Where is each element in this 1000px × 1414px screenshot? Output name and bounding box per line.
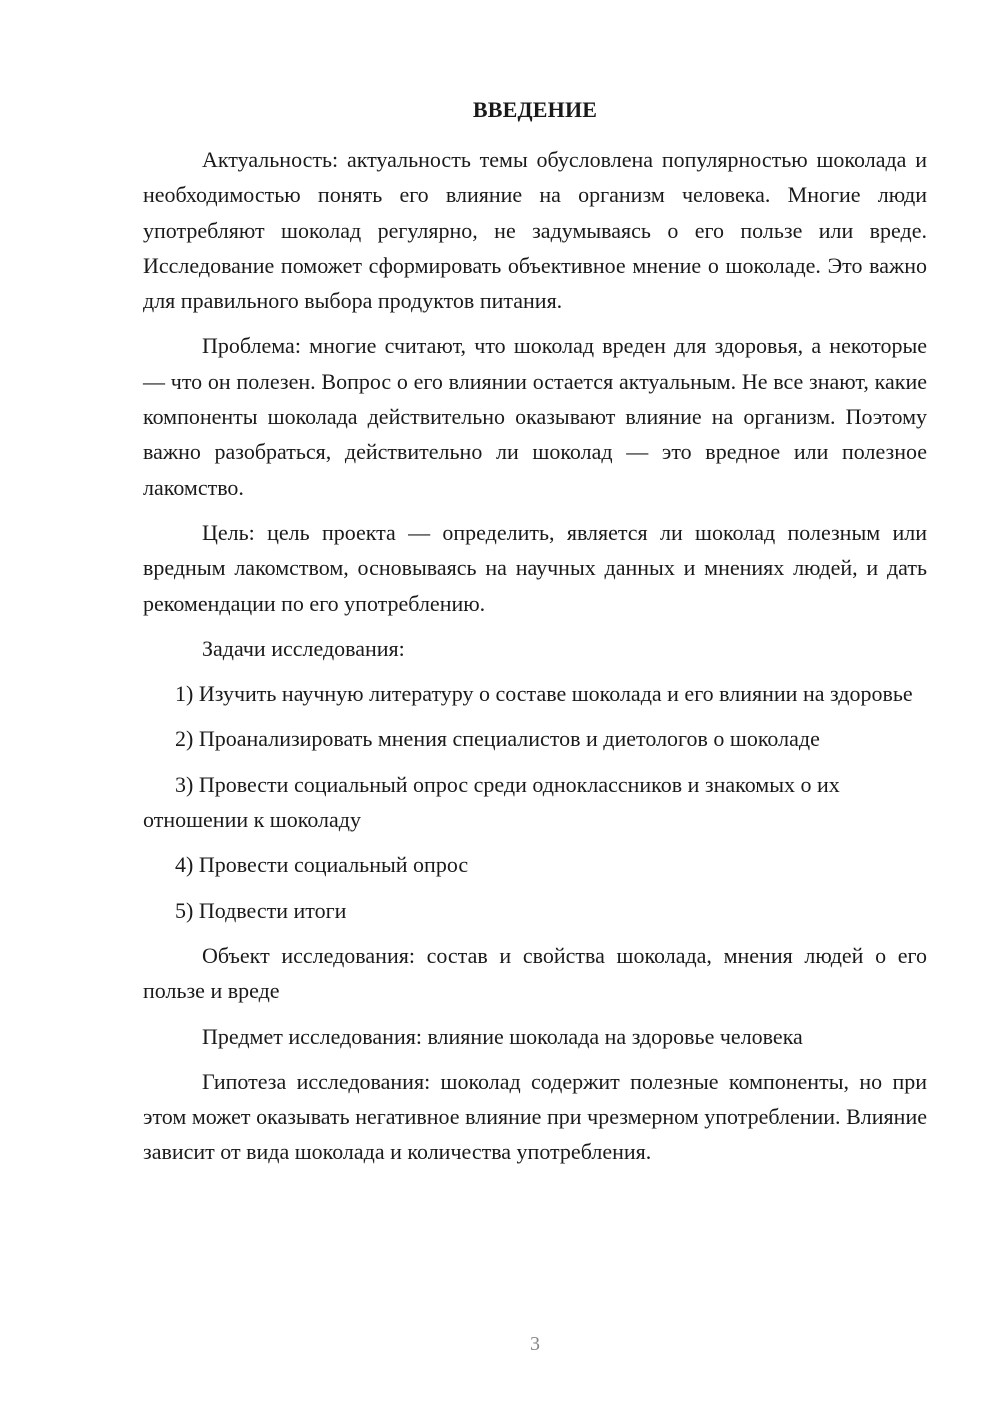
task-item-2: 2) Проанализировать мнения специалистов и диетологов о шоколаде — [175, 726, 820, 752]
task-item-5: 5) Подвести итоги — [175, 897, 347, 923]
section-title: ВВЕДЕНИЕ — [472, 97, 598, 122]
paragraph-hypothesis: Гипотеза исследования: шоколад содержит полезные компоненты, но при этом может оказывать негативное влияние при чрезмерном употреблении. Влияние зависит от вида шоколада и количества употребления. — [143, 1068, 927, 1165]
document-page — [143, 95, 927, 1180]
task-item-1: 1) Изучить научную литературу о составе шоколада и его влиянии на здоровье — [175, 681, 913, 707]
task-item-3: 3) Провести социальный опрос среди одноклассников и знакомых о их отношении к шоколаду — [143, 771, 840, 833]
paragraph-problem: Проблема: многие считают, что шоколад вреден для здоровья, а некоторые — что он полезен. Вопрос о его влиянии остается актуальным. Не все знают, какие компоненты шоколада действительно оказывают влияние на организм. Поэтому важно разобраться, действительно ли шоколад — это вредное или полезное лакомство. — [143, 333, 927, 500]
paragraph-tasks-heading: Задачи исследования: — [202, 635, 405, 661]
paragraph-subject: Предмет исследования: влияние шоколада на здоровье человека — [202, 1023, 803, 1049]
page-number: 3 — [530, 1333, 540, 1355]
paragraph-goal: Цель: цель проекта — определить, является ли шоколад полезным или вредным лакомством, основываясь на научных данных и мнениях людей, и дать рекомендации по его употреблению. — [143, 519, 927, 616]
paragraph-relevance: Актуальность: актуальность темы обусловлена популярностью шоколада и необходимостью понять его влияние на организм человека. Многие люди употребляют шоколад регулярно, не задумываясь о его пользе или вреде. Исследование поможет сформировать объективное мнение о шоколаде. Это важно для правильного выбора продуктов питания. — [143, 147, 927, 314]
task-item-4: 4) Провести социальный опрос — [175, 852, 469, 878]
paragraph-object: Объект исследования: состав и свойства шоколада, мнения людей о его пользе и вреде — [143, 942, 927, 1004]
